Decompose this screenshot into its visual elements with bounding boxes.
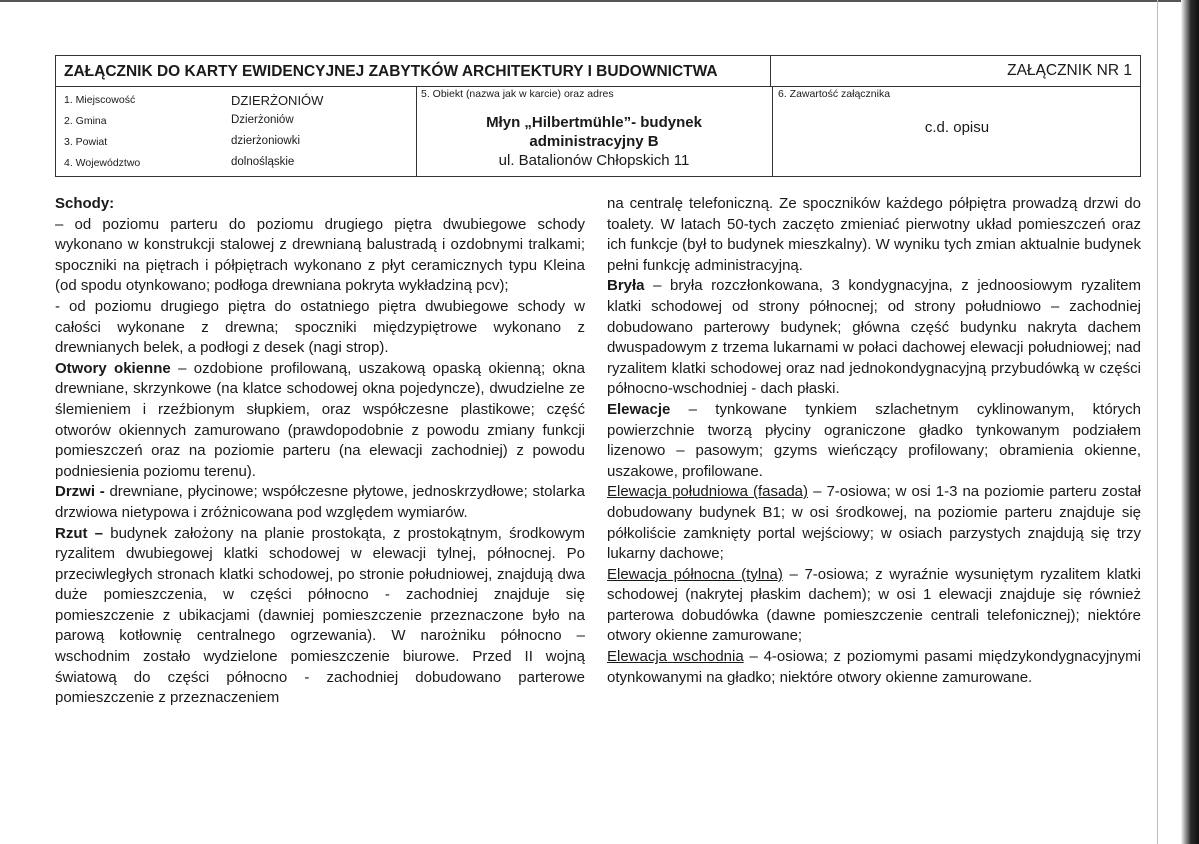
field-label-miejscowosc: 1. Miejscowość	[64, 94, 136, 106]
scan-fold-line	[1157, 0, 1158, 844]
elewacja-wschodnia-paragraph	[607, 647, 1141, 688]
field-label-wojewodztwo: 4. Województwo	[64, 157, 141, 169]
section-heading-schody: Schody:	[55, 195, 115, 212]
scan-right-edge	[1181, 0, 1199, 844]
bryla-paragraph	[607, 276, 1141, 400]
content-label: 6. Zawartość załącznika	[778, 88, 891, 100]
drzwi-paragraph	[55, 482, 585, 523]
rzut-text: budynek założony na planie prostokąta, z prostokątnym, środkowym ryzalitem dwubiegowej klatki schodowej w elewacji tylnej, północnej. Po przeciwległych stronach klatki schodowej, po stronie południowej, znajdują dwa duże pomieszczenia, w części północno - zachodniej znajduje się pomieszczenie z ubikacjami (dawniej pomieszczenie przeznaczone było na parową kotłownię centralnego ogrzewania). W narożniku północno – wschodnim zostało wydzielone pomieszczenie biurowe. Przed II wojną światową do części północno - zachodniej dobudowano parterowe pomieszczenie z przeznaczeniem	[55, 524, 586, 707]
subheading-elewacja-poludniowa: Elewacja południowa (fasada)	[607, 483, 809, 501]
field-value-wojewodztwo: dolnośląskie	[231, 156, 295, 168]
otwory-text: – ozdobione profilowaną, uszakową opaską okienną; okna drewniane, skrzynkowe (na klatce schodowej okna pojedyncze), dwudzielne ze ślemieniem i rzeźbionym słupkiem, oraz współczesne plastikowe; część otworów okiennych zamurowano (prawdopodobnie z powodu zmiany funkcji pomieszczeń oraz na poziomie parteru (na elewacji zachodniej) z powodu podniesienia poziomu terenu).	[55, 359, 585, 480]
rzut-paragraph	[55, 524, 585, 709]
attachment-number: ZAŁĄCZNIK NR 1	[770, 56, 1140, 86]
field-value-miejscowosc: DZIERŻONIÓW	[231, 93, 324, 108]
rzut-continuation: na centralę telefoniczną. Ze spoczników każdego półpiętra prowadzą drzwi do toalety. W latach 50-tych zaczęto zmieniać pierwotny układ pomieszczeń oraz ich funkcje (był to budynek mieszkalny). W wyniku tych zmian aktualnie budynek pełni funkcję administracyjną.	[607, 195, 1141, 274]
left-column	[55, 194, 585, 709]
object-label: 5. Obiekt (nazwa jak w karcie) oraz adres	[421, 88, 614, 100]
subheading-elewacja-wschodnia: Elewacja wschodnia	[607, 648, 744, 666]
section-heading-rzut: Rzut –	[55, 524, 104, 542]
schody-paragraph-1: – od poziomu parteru do poziomu drugiego piętra dwubiegowe schody wykonano w konstrukcji stalowej z drewnianą balustradą i ozdobnymi tralkami; spoczniki na piętrach i półpiętrach wykonano z płyt ceramicznych typu Kleina (od spodu otynkowano; podłoga drewniana pokryta wykładziną pcv);	[55, 215, 585, 295]
content-value: c.d. opisu	[924, 119, 990, 136]
subheading-elewacja-polnocna: Elewacja północna (tylna)	[607, 565, 783, 583]
header-title: ZAŁĄCZNIK DO KARTY EWIDENCYJNEJ ZABYTKÓW ARCHITEKTURY I BUDOWNICTWA	[64, 63, 718, 80]
elewacja-poludniowa-paragraph	[607, 482, 1141, 564]
elewacje-paragraph	[607, 400, 1141, 482]
scan-top-edge	[0, 0, 1199, 2]
elewacja-wschodnia-text: – 4-osiowa; z poziomymi pasami międzykondygnacyjnymi otynkowanymi na gładko; niektóre otwory okienne zamurowane.	[607, 648, 1141, 686]
right-column	[607, 194, 1141, 688]
field-label-gmina: 2. Gmina	[64, 115, 107, 127]
object-block	[416, 113, 772, 170]
header-title-row	[56, 56, 1140, 87]
elewacja-polnocna-paragraph	[607, 565, 1141, 647]
field-value-gmina: Dzierżoniów	[231, 114, 294, 126]
object-address: ul. Batalionów Chłopskich 11	[498, 152, 690, 169]
otwory-paragraph	[55, 359, 585, 483]
elewacja-polnocna-text: – 7-osiowa; z wyraźnie wysuniętym ryzalitem klatki schodowej (nakrytej płaskim dachem); w osi 1 elewacji znajduje się również parterowa dobudówka (dawne pomieszczenie centrali telefonicznej); niektóre otwory okienne zamurowane;	[607, 565, 1141, 645]
object-name-line1: Młyn „Hilbertmühle”- budynek	[486, 114, 702, 131]
field-value-powiat: dzierżoniowki	[231, 135, 301, 147]
header-table	[55, 55, 1141, 177]
schody-paragraph-2: - od poziomu drugiego piętra do ostatniego piętra dwubiegowe schody w całości wykonane z drewna; spoczniki międzypiętrowe wykonano z drewnianych belek, a podłogi z desek (nagi strop).	[55, 297, 585, 357]
elewacja-poludniowa-text: – 7-osiowa; w osi 1-3 na poziomie parteru został dobudowany budynek B1; w osi środkowej, na poziomie parteru znajduje się półkoliście zamknięty portal wejściowy; w osiach parzystych znajdują się trzy lukarny dachowe;	[607, 483, 1141, 563]
section-heading-bryla: Bryła	[607, 277, 645, 295]
drzwi-text: drewniane, płycinowe; współczesne płytowe, jednoskrzydłowe; stolarka drzwiowa nietypowa i zróżnicowana pod względem wymiarów.	[55, 483, 585, 521]
object-name-line2: administracyjny B	[529, 133, 659, 150]
section-heading-drzwi: Drzwi -	[55, 483, 105, 501]
section-heading-otwory: Otwory okienne	[55, 359, 171, 377]
field-label-powiat: 3. Powiat	[64, 136, 108, 148]
section-heading-elewacje: Elewacje	[607, 400, 671, 418]
bryla-text: – bryła rozczłonkowana, 3 kondygnacyjna, z jednoosiowym ryzalitem klatki schodowej od strony północnej; od strony południowo – zachodniej dobudowano parterowy budynek; główna część budynku nakryta dachem dwuspadowym z trzema lukarnami w połaci dachowej elewacji południowej; nad ryzalitem klatki schodowej oraz nad jednokondygnacyjną przybudówką w części północno-wschodniej - dach płaski.	[607, 277, 1141, 398]
elewacje-text: – tynkowane tynkiem szlachetnym cyklinowanym, których powierzchnie tworzą płyciny ograniczone gładko tynkowanym podziałem lizenowo – pasowym; gzyms wieńczący profilowany; obramienia okienne, uszakowe, profilowane.	[607, 400, 1141, 480]
